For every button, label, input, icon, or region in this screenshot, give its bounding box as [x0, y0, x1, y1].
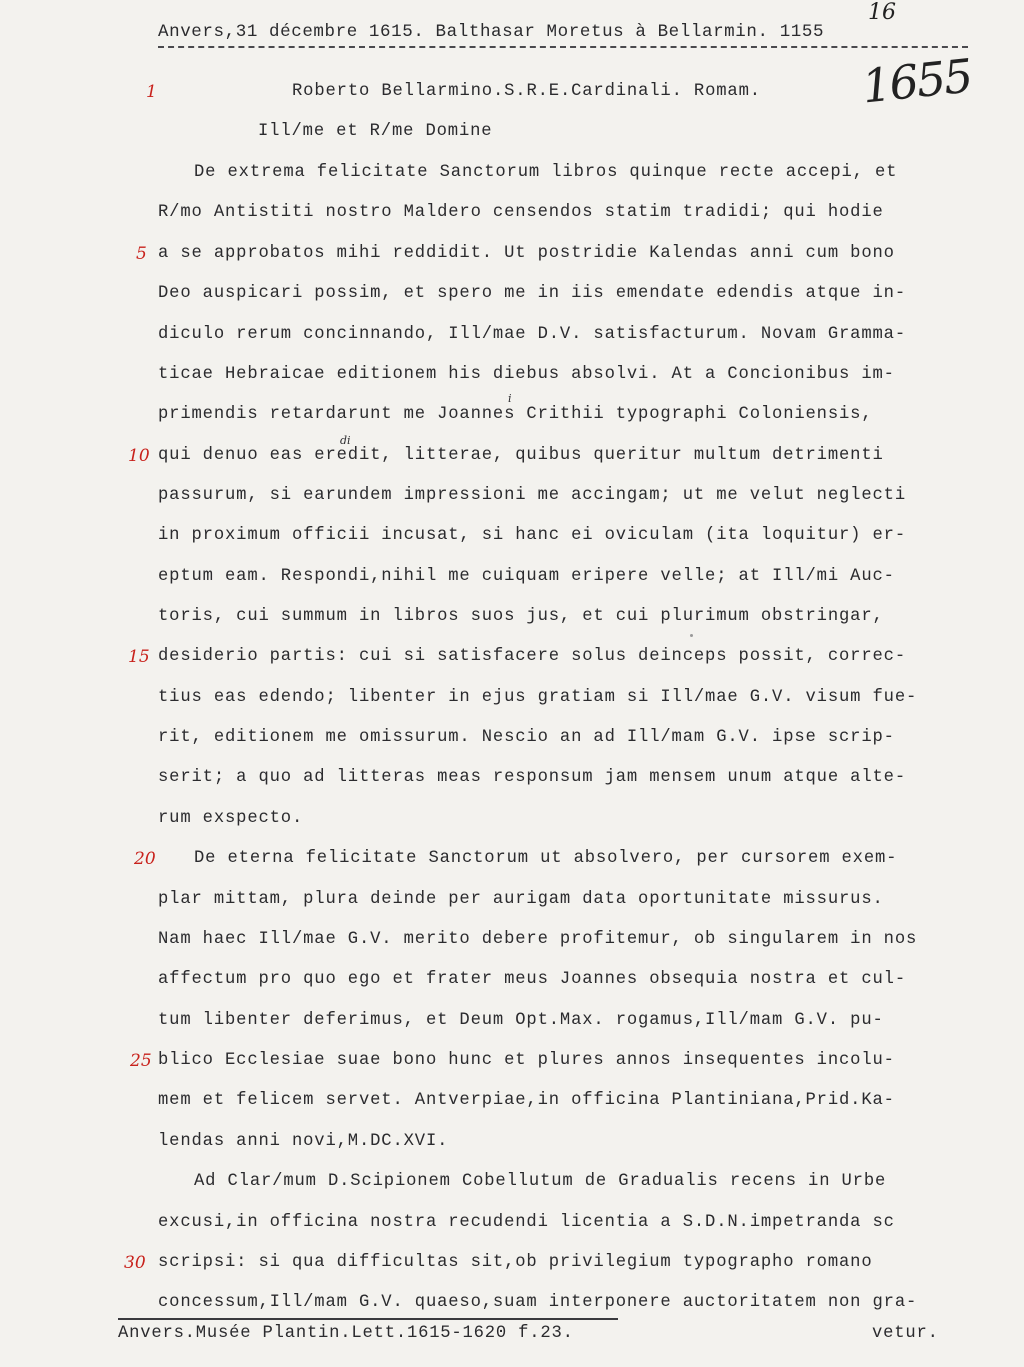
- paper-speck: [690, 634, 693, 637]
- handwritten-number: 1655: [859, 48, 974, 114]
- text-line: in proximum officii incusat, si hanc ei oviculam (ita loquitur) er-: [158, 526, 906, 545]
- handwritten-folio: 16: [868, 0, 896, 25]
- text-line: lendas anni novi,M.DC.XVI.: [158, 1132, 449, 1151]
- header-divider: [158, 46, 968, 48]
- text-line: tum libenter deferimus, et Deum Opt.Max. rogamus,Ill/mam G.V. pu-: [158, 1011, 884, 1030]
- text-line: De eterna felicitate Sanctorum ut absolvero, per cursorem exem-: [194, 849, 898, 868]
- text-line: blico Ecclesiae suae bono hunc et plures annos insequentes incolu-: [158, 1051, 895, 1070]
- page-header: Anvers,31 décembre 1615. Balthasar Moretus à Bellarmin. 1155: [158, 22, 825, 42]
- line-number-30: 30: [124, 1253, 146, 1273]
- text-line: Nam haec Ill/mae G.V. merito debere profitemur, ob singularem in nos: [158, 930, 918, 949]
- text-line: a se approbatos mihi reddidit. Ut postridie Kalendas anni cum bono: [158, 244, 895, 263]
- text-line: affectum pro quo ego et frater meus Joannes obsequia nostra et cul-: [158, 970, 906, 989]
- text-line: rit, editionem me omissurum. Nescio an ad Ill/mam G.V. ipse scrip-: [158, 728, 895, 747]
- text-line: diculo rerum concinnando, Ill/mae D.V. satisfacturum. Novam Gramma-: [158, 325, 906, 344]
- line-number-5: 5: [136, 244, 147, 264]
- text-line: primendis retardarunt me Joannes Crithii typographi Coloniensis,: [158, 405, 873, 424]
- footer-divider: [118, 1318, 618, 1320]
- text-line: toris, cui summum in libros suos jus, et cui plurimum obstringar,: [158, 607, 884, 626]
- text-line: desiderio partis: cui si satisfacere solus deinceps possit, correc-: [158, 647, 906, 666]
- text-line: concessum,Ill/mam G.V. quaeso,suam interponere auctoritatem non gra-: [158, 1293, 918, 1312]
- address-line: Roberto Bellarmino.S.R.E.Cardinali. Romam.: [292, 82, 761, 101]
- salutation: Ill/me et R/me Domine: [258, 122, 493, 141]
- interlinear-note: di: [340, 434, 351, 447]
- text-line: plar mittam, plura deinde per aurigam data oportunitate missurus.: [158, 890, 884, 909]
- text-line: passurum, si earundem impressioni me accingam; ut me velut neglecti: [158, 486, 906, 505]
- text-line: De extrema felicitate Sanctorum libros quinque recte accepi, et: [194, 163, 898, 182]
- text-line: Ad Clar/mum D.Scipionem Cobellutum de Gradualis recens in Urbe: [194, 1172, 887, 1191]
- text-line: mem et felicem servet. Antverpiae,in officina Plantiniana,Prid.Ka-: [158, 1091, 895, 1110]
- line-number-1: 1: [146, 82, 157, 102]
- text-line: tius eas edendo; libenter in ejus gratiam si Ill/mae G.V. visum fue-: [158, 688, 918, 707]
- text-line: serit; a quo ad litteras meas responsum jam mensem unum atque alte-: [158, 768, 906, 787]
- text-line: Deo auspicari possim, et spero me in iis emendate edendis atque in-: [158, 284, 906, 303]
- interlinear-note: i: [508, 392, 512, 405]
- line-number-20: 20: [134, 849, 156, 869]
- text-line: scripsi: si qua difficultas sit,ob privilegium typographo romano: [158, 1253, 873, 1272]
- text-line: ticae Hebraicae editionem his diebus absolvi. At a Concionibus im-: [158, 365, 895, 384]
- source-citation: Anvers.Musée Plantin.Lett.1615-1620 f.23.: [118, 1324, 574, 1343]
- continuation-word: vetur.: [872, 1324, 939, 1343]
- line-number-15: 15: [128, 647, 150, 667]
- line-number-10: 10: [128, 446, 150, 466]
- line-number-25: 25: [130, 1051, 152, 1071]
- text-line: rum exspecto.: [158, 809, 304, 828]
- text-line: qui denuo eas eredit, litterae, quibus queritur multum detrimenti: [158, 446, 884, 465]
- text-line: R/mo Antistiti nostro Maldero censendos statim tradidi; qui hodie: [158, 203, 884, 222]
- text-line: excusi,in officina nostra recudendi licentia a S.D.N.impetranda sc: [158, 1213, 895, 1232]
- text-line: eptum eam. Respondi,nihil me cuiquam eripere velle; at Ill/mi Auc-: [158, 567, 895, 586]
